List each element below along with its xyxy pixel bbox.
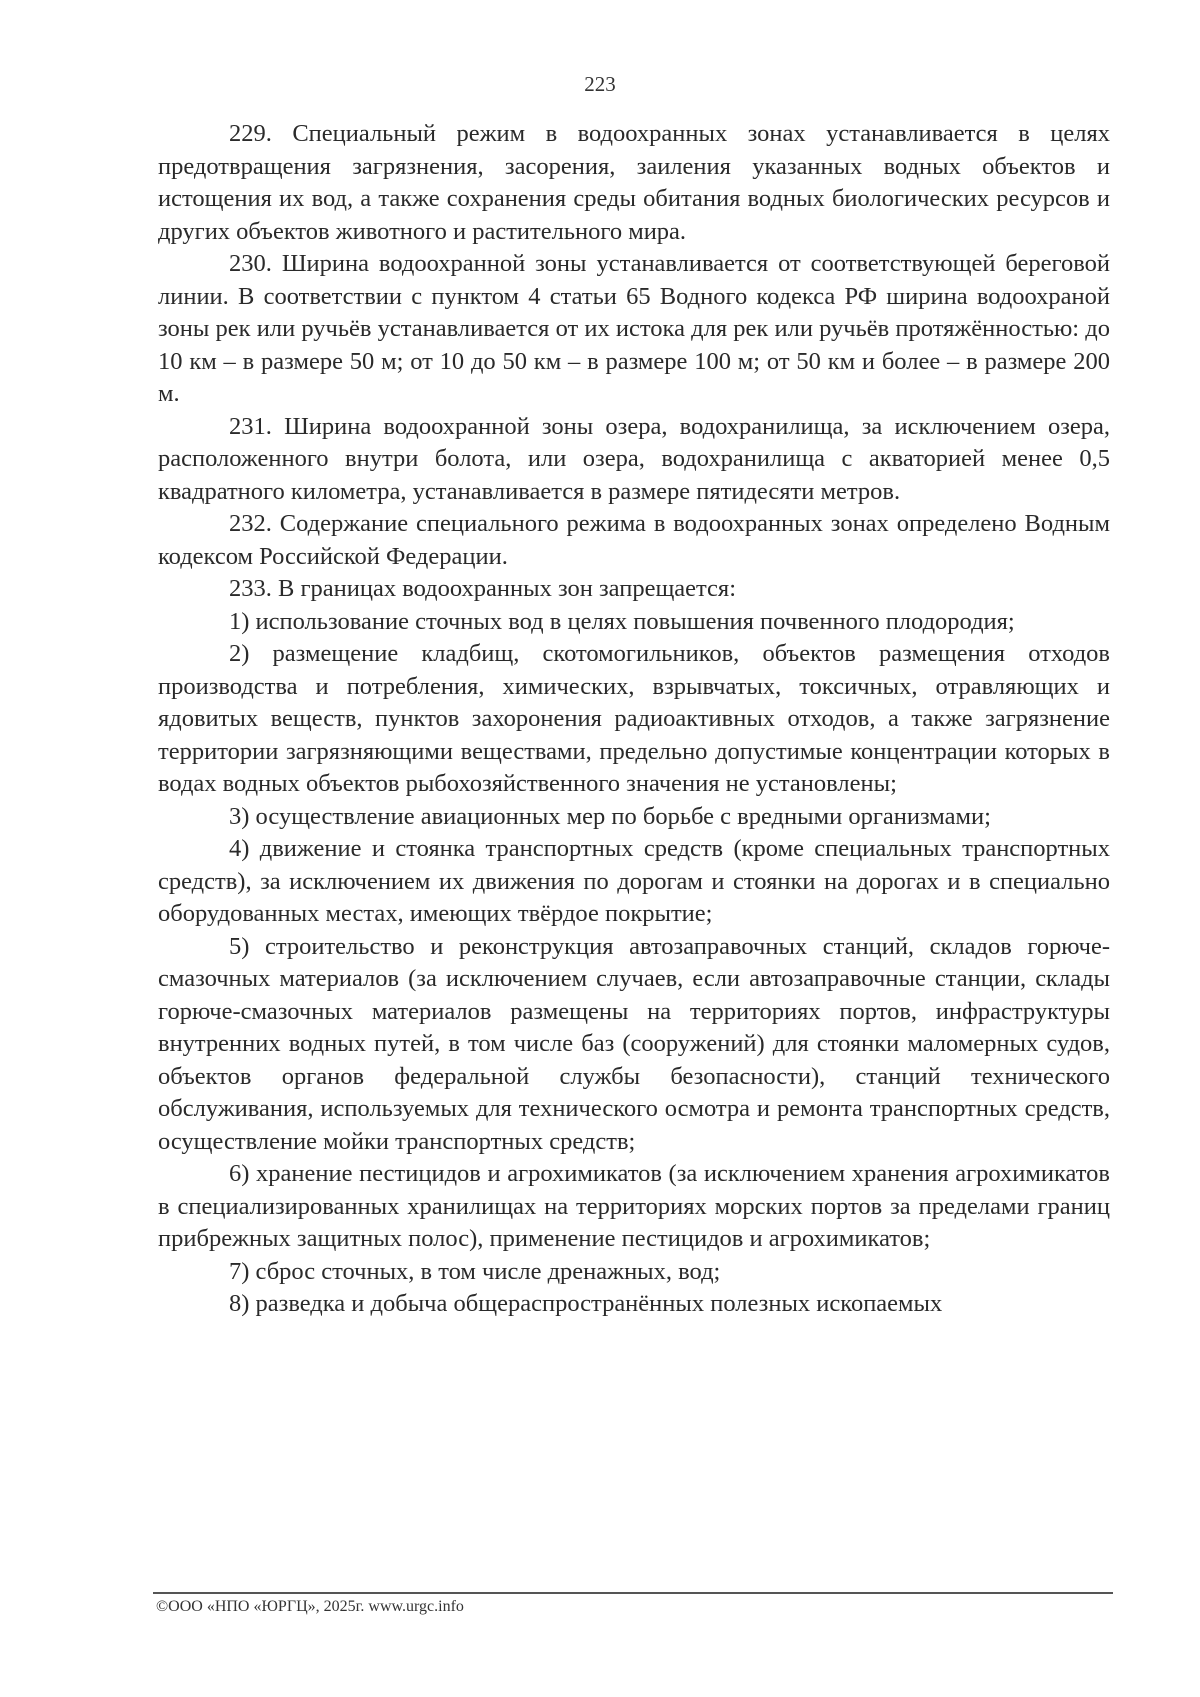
paragraph-232: 232. Содержание специального режима в водоохранных зонах определено Водным кодексом Российской Федерации. [158,510,1110,570]
list-item-7: 7) сброс сточных, в том числе дренажных, вод; [229,1257,721,1285]
paragraph-230: 230. Ширина водоохранной зоны устанавливается от соответствующей береговой линии. В соответствии с пунктом 4 статьи 65 Водного кодекса РФ ширина водоохраной зоны рек или ручьёв устанавливается от их истока для рек или ручьёв протяжённостью: до 10 км – в размере 50 м; от 10 до 50 км – в размере 100 м; от 50 км и более – в размере 200 м. [158,250,1110,407]
list-item-8: 8) разведка и добыча общераспространённых полезных ископаемых [229,1290,943,1317]
page-number: 223 [584,72,616,96]
footer-copyright: ©ООО «НПО «ЮРГЦ», 2025г. www.urgc.info [156,1598,464,1615]
list-item-5: 5) строительство и реконструкция автозаправочных станций, складов горюче-смазочных материалов (за исключением случаев, если автозаправочные станции, склады горюче-смазочных материалов размещены на территориях портов, инфраструктуры внутренних водных путей, в том числе баз (сооружений) для стоянки маломерных судов, объектов органов федеральной службы безопасности), станций технического обслуживания, используемых для технического осмотра и ремонта транспортных средств, осуществление мойки транспортных средств; [158,932,1110,1155]
list-item-2: 2) размещение кладбищ, скотомогильников, объектов размещения отходов производства и потребления, химических, взрывчатых, токсичных, отравляющих и ядовитых веществ, пунктов захоронения радиоактивных отходов, а также загрязнение территории загрязняющими веществами, предельно допустимые концентрации которых в водах водных объектов рыбохозяйственного значения не установлены; [158,640,1110,797]
paragraph-231: 231. Ширина водоохранной зоны озера, водохранилища, за исключением озера, расположенного внутри болота, или озера, водохранилища с акваторией менее 0,5 квадратного километра, устанавливается в размере пятидесяти метров. [158,412,1110,505]
list-item-3: 3) осуществление авиационных мер по борьбе с вредными организмами; [229,802,991,830]
list-item-6: 6) хранение пестицидов и агрохимикатов (за исключением хранения агрохимикатов в специализированных хранилищах на территориях морских портов за пределами границ прибрежных защитных полос), применение пестицидов и агрохимикатов; [158,1160,1110,1252]
list-item-1: 1) использование сточных вод в целях повышения почвенного плодородия; [229,607,1015,635]
list-item-4: 4) движение и стоянка транспортных средств (кроме специальных транспортных средств), за исключением их движения по дорогам и стоянки на дорогах и в специально оборудованных местах, имеющих твёрдое покрытие; [158,835,1110,927]
paragraph-229: 229. Специальный режим в водоохранных зонах устанавливается в целях предотвращения загрязнения, засорения, заиления указанных водных объектов и истощения их вод, а также сохранения среды обитания водных биологических ресурсов и других объектов животного и растительного мира. [158,120,1110,245]
footer-divider [153,1592,1113,1594]
paragraph-233: 233. В границах водоохранных зон запрещается: [229,575,737,602]
document-body [158,118,1110,1321]
